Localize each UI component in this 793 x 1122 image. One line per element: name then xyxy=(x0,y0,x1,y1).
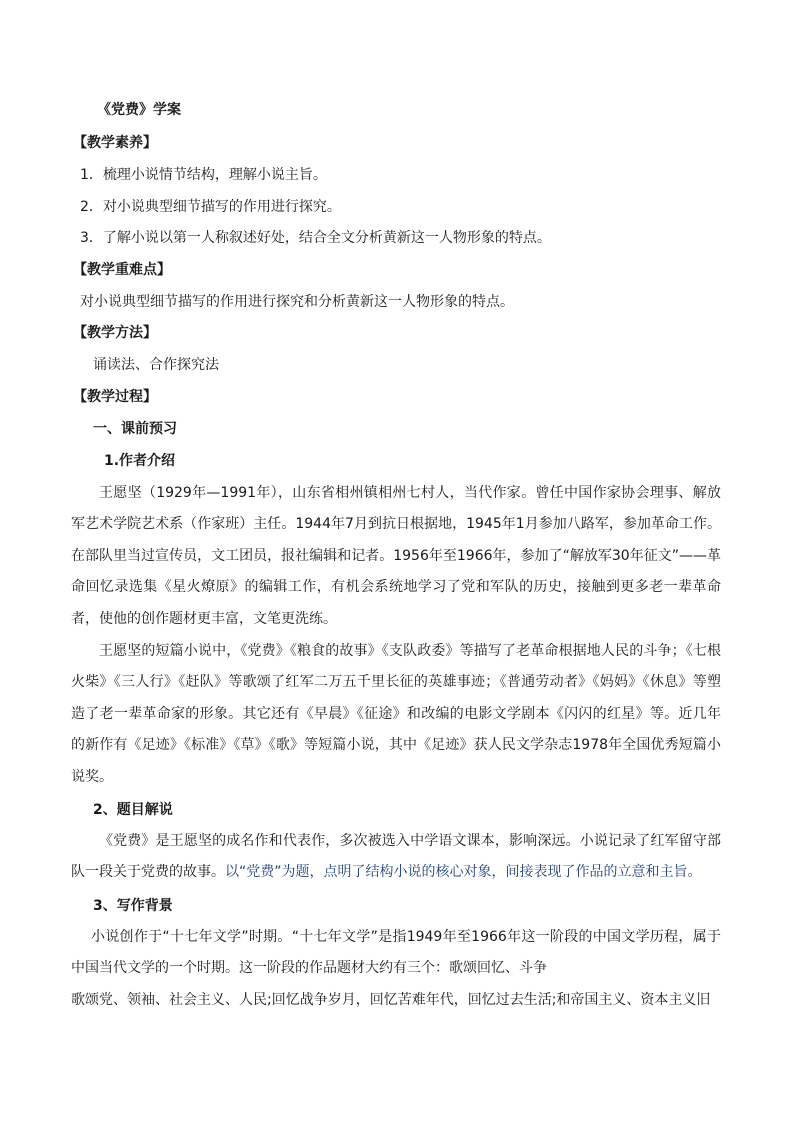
zuozhe-paragraph-2: 王愿坚的短篇小说中，《党费》《粮食的故事》《支队政委》等描写了老革命根据地人民的斗争；《七根火柴》《三人行》《赶队》等歌颂了红军二万五千里长征的英雄事迹；《普通劳动者》《妈妈》《休息》等塑造了老一辈革命家的形象。其它还有《早晨》《征途》和改编的电影文学剧本《闪闪的红星》等。近几年的新作有《足迹》《标准》《草》《歌》等短篇小说，其中《足迹》获人民文学杂志1978年全国优秀短篇小说奖。 xyxy=(71,643,721,785)
suyang-item-1: 1．梳理小说情节结构，理解小说主旨。 xyxy=(80,167,327,183)
heading-zuozhe: 1.作者介绍 xyxy=(104,453,176,469)
heading-beijing: 3、写作背景 xyxy=(93,898,173,914)
zhongnandian-text: 对小说典型细节描写的作用进行探究和分析黄新这一人物形象的特点。 xyxy=(80,294,514,310)
timu-text-part-2: 以“党费”为题，点明了结构小说的核心对象，间接表现了作品的立意和主旨。 xyxy=(225,864,702,881)
doc-title: 《党费》学案 xyxy=(97,102,181,118)
beijing-paragraph-2: 歌颂党、领袖、社会主义、人民;回忆战争岁月，回忆苦难年代，回忆过去生活;和帝国主义、资本主义旧 xyxy=(71,992,711,1008)
timu-paragraph xyxy=(71,826,721,889)
heading-fangfa: 【教学方法】 xyxy=(73,325,157,341)
heading-yuxi: 一、课前预习 xyxy=(93,421,177,437)
heading-timu: 2、题目解说 xyxy=(93,802,173,818)
fangfa-text: 诵读法、合作探究法 xyxy=(93,357,219,373)
timu-text-part-1: 《党费》是王愿坚的成名作和代表作，多次被选入中学语文课本，影响深远。小说记录了红军留守部队一段关于党费的故事。 xyxy=(71,833,721,881)
heading-suyang: 【教学素养】 xyxy=(73,135,157,151)
suyang-item-3: 3．了解小说以第一人称叙述好处，结合全文分析黄新这一人物形象的特点。 xyxy=(80,230,551,246)
beijing-paragraph-1: 小说创作于“十七年文学”时期。“十七年文学”是指1949年至1966年这一阶段的中国文学历程，属于中国当代文学的一个时期。这一阶段的作品题材大约有三个：歌颂回忆、斗争 xyxy=(71,929,721,977)
suyang-item-2: 2．对小说典型细节描写的作用进行探究。 xyxy=(80,199,341,215)
heading-guocheng: 【教学过程】 xyxy=(73,389,157,405)
heading-zhongnandian: 【教学重难点】 xyxy=(73,262,171,278)
zuozhe-paragraph-1: 王愿坚（1929年—1991年），山东省相州镇相州七村人，当代作家。曾任中国作家协会理事、解放军艺术学院艺术系（作家班）主任。1944年7月到抗日根据地，1945年1月参加八路军，参加革命工作。在部队里当过宣传员，文工团员，报社编辑和记者。1956年至1966年，参加了“解放军30年征文”——革命回忆录选集《星火燎原》的编辑工作，有机会系统地学习了党和军队的历史，接触到更多老一辈革命者，使他的创作题材更丰富，文笔更洗练。 xyxy=(71,485,721,627)
